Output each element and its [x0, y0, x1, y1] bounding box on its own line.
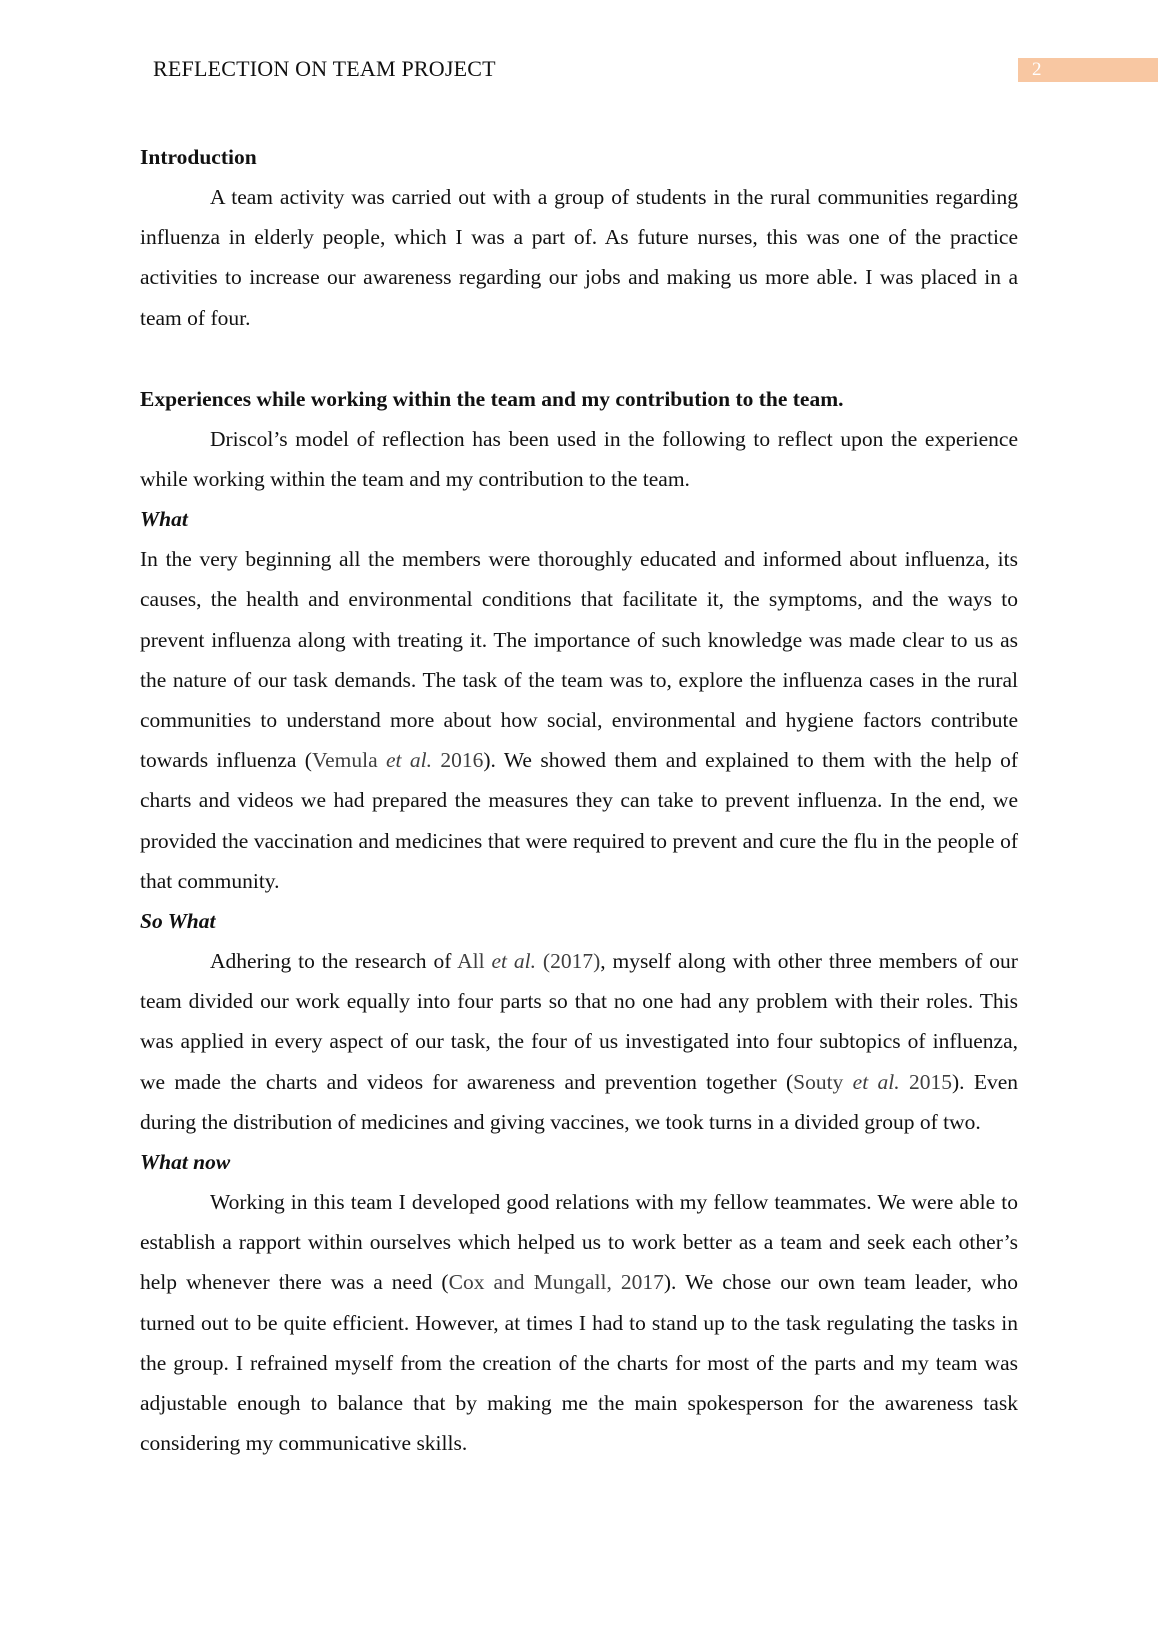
- page-number-badge: 2: [1018, 58, 1158, 82]
- citation-vemula: [312, 748, 483, 772]
- citation-all: [457, 949, 600, 973]
- citation-etal: et al.: [491, 949, 537, 974]
- experience-paragraph: Driscol’s model of reflection has been used in the following to reflect upon the experience while working within the team and my contribution to the team.: [140, 426, 1018, 492]
- what-now-text-1: Working in this team I developed good relations with my fellow teammates. We were able to establish a rapport within ourselves which helped us to work better as a team and seek each other’s help whenever there was a need (: [140, 1190, 1018, 1295]
- what-now-text-2: ). We chose our own team leader, who turned out to be quite efficient. However, at times I had to stand up to the task regulating the tasks in the group. I refrained myself from the creation of the charts for most of the parts and my team was adjustable enough to balance that by making me the main spokesperson for the awareness task considering my communicative skills.: [140, 1270, 1018, 1456]
- so-what-text-1: Adhering to the research of: [210, 949, 458, 974]
- citation-year: 2015: [899, 1069, 952, 1094]
- experience-heading: Experiences while working within the team and my contribution to the team.: [140, 386, 844, 411]
- what-paragraph: [140, 539, 1018, 901]
- introduction-paragraph: A team activity was carried out with a group of students in the rural communities regarding influenza in elderly people, which I was a part of. As future nurses, this was one of the practice activities to increase our awareness regarding our jobs and making us more able. I was placed in a team of four.: [140, 185, 1018, 330]
- so-what-text-3: ). Even during the distribution of medicines and giving vaccines, we took turns in a divided group of two.: [140, 1069, 1019, 1134]
- citation-author: Souty: [793, 1069, 853, 1094]
- so-what-paragraph: [140, 941, 1018, 1142]
- so-what-heading: So What: [140, 909, 216, 934]
- citation-year: (2017): [536, 949, 601, 974]
- what-now-paragraph: [140, 1182, 1018, 1463]
- what-heading: What: [140, 507, 188, 532]
- citation-year: 2016: [431, 748, 484, 773]
- citation-author: All: [457, 949, 492, 974]
- citation-etal: et al.: [852, 1069, 900, 1094]
- what-now-heading: What now: [140, 1150, 231, 1175]
- what-text-1: In the very beginning all the members were thoroughly educated and informed about influenza, its causes, the health and environmental conditions that facilitate it, the symptoms, and the ways to prevent influenza along with treating it. The importance of such knowledge was made clear to us as the nature of our task demands. The task of the team was to, explore the influenza cases in the rural communities to understand more about how social, environmental and hygiene factors contribute towards influenza (: [140, 547, 1018, 773]
- citation-author: Vemula: [311, 748, 386, 773]
- citation-cox-mungall: Cox and Mungall, 2017: [448, 1270, 664, 1295]
- what-text-2: ). We showed them and explained to them with the help of charts and videos we had prepared the measures they can take to prevent influenza. In the end, we provided the vaccination and medicines that were required to prevent and cure the flu in the people of that community.: [140, 748, 1018, 893]
- introduction-heading: Introduction: [140, 145, 257, 169]
- citation-souty: [793, 1070, 952, 1094]
- document-body: [140, 137, 1018, 1463]
- running-header: REFLECTION ON TEAM PROJECT: [153, 56, 496, 81]
- citation-etal: et al.: [385, 748, 432, 773]
- so-what-text-2: , myself along with other three members of our team divided our work equally into four parts so that no one had any problem with their roles. This was applied in every aspect of our task, the four of us investigated into four subtopics of influenza, we made the charts and videos for awareness and prevention together (: [140, 949, 1018, 1094]
